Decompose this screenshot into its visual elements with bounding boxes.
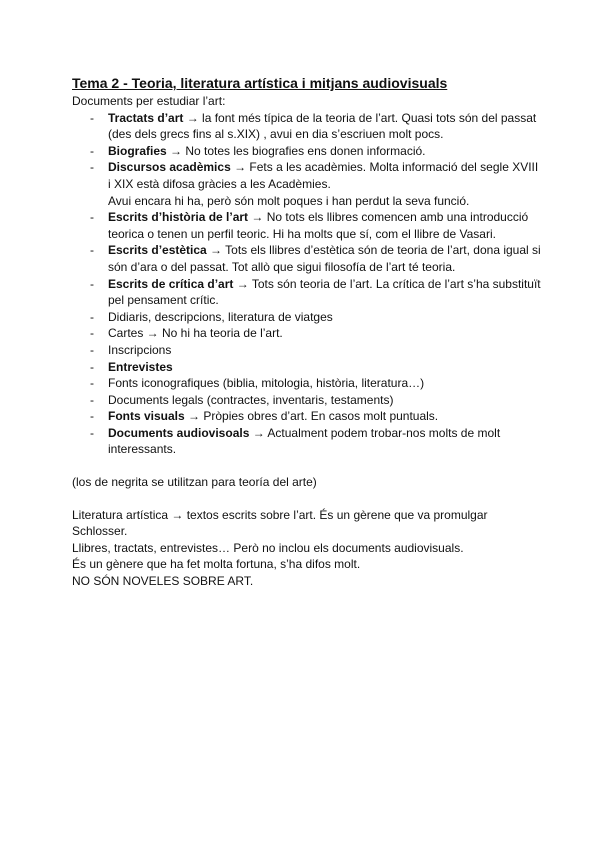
list-item xyxy=(72,159,542,209)
item-bold: Escrits d’estètica xyxy=(108,243,207,258)
dash-bullet: - xyxy=(90,143,94,158)
item-text: → No totes les biografies ens donen informació. xyxy=(166,143,426,158)
dash-bullet: - xyxy=(90,110,94,125)
spacer xyxy=(72,491,542,507)
paragraph: És un gènere que ha fet molta fortuna, s’ha difos molt. xyxy=(72,557,361,572)
list-item xyxy=(72,309,542,326)
item-text: → Tots són teoria de l’art. La crítica de l’art s’ha substituït pel pensament crític. xyxy=(108,276,541,308)
dash-bullet: - xyxy=(90,210,94,225)
list-item xyxy=(72,425,542,458)
spacer xyxy=(72,458,542,474)
intro-text: Documents per estudiar l’art: xyxy=(72,94,226,108)
list-item xyxy=(72,242,542,275)
item-bold: Biografies xyxy=(108,143,167,158)
item-bold: Escrits d’història de l’art xyxy=(108,210,249,225)
list-item xyxy=(72,359,542,376)
page-title: Tema 2 - Teoria, literatura artística i mitjans audiovisuals xyxy=(72,75,448,91)
list-item xyxy=(72,342,542,359)
documents-list xyxy=(72,110,542,458)
dash-bullet: - xyxy=(90,276,94,291)
item-text: Documents legals (contractes, inventaris, testaments) xyxy=(108,392,394,407)
item-bold: Documents audiovisoals xyxy=(108,425,250,440)
dash-bullet: - xyxy=(90,359,94,374)
item-bold: Discursos acadèmics xyxy=(108,160,231,175)
list-item xyxy=(72,408,542,425)
item-text: Cartes → No hi ha teoria de l’art. xyxy=(108,326,283,341)
item-text: Inscripcions xyxy=(108,342,172,357)
item-text: → Fets a les acadèmies. Molta informació del segle XVIII i XIX està difosa gràcies a les Acadèmies. xyxy=(108,160,539,191)
item-text: → la font més típica de la teoria de l’art. Quasi tots són del passat (des dels grecs fins al s.XIX) , avui en dia s’escriuen molt pocs. xyxy=(108,110,537,142)
item-bold: Fonts visuals xyxy=(108,409,185,424)
item-text: → Actualment podem trobar-nos molts de molt interessants. xyxy=(108,425,501,457)
dash-bullet: - xyxy=(90,326,94,341)
item-text: → Tots els llibres d’estètica són de teoria de l’art, dona igual si són d’ara o del passat. Tot allò que sigui filosofía de l’art té teoria. xyxy=(108,243,541,274)
item-text: → No tots els llibres comencen amb una introducció teorica o tenen un perfil teoric. Hi ha molts que sí, com el llibre de Vasari. xyxy=(108,210,529,241)
list-item xyxy=(72,325,542,342)
item-text: → Pròpies obres d’art. En casos molt puntuals. xyxy=(184,409,439,424)
dash-bullet: - xyxy=(90,342,94,357)
list-item xyxy=(72,392,542,409)
item-text: Didiaris, descripcions, literatura de viatges xyxy=(108,309,333,324)
item-text-continued: Avui encara hi ha, però són molt poques i han perdut la seva funció. xyxy=(108,193,470,208)
list-item xyxy=(72,209,542,242)
dash-bullet: - xyxy=(90,309,94,324)
paragraph: Literatura artística → textos escrits sobre l’art. És un gèrene que va promulgar Schlosser. xyxy=(72,507,488,539)
list-item xyxy=(72,276,542,309)
dash-bullet: - xyxy=(90,160,94,175)
item-bold: Entrevistes xyxy=(108,359,173,374)
item-bold: Tractats d’art xyxy=(108,110,184,125)
dash-bullet: - xyxy=(90,425,94,440)
bold-note: (los de negrita se utilitzan para teoría del arte) xyxy=(72,475,317,490)
dash-bullet: - xyxy=(90,409,94,424)
paragraph: NO SÓN NOVELES SOBRE ART. xyxy=(72,574,254,589)
dash-bullet: - xyxy=(90,376,94,391)
list-item xyxy=(72,375,542,392)
list-item xyxy=(72,110,542,143)
paragraph: Llibres, tractats, entrevistes… Però no inclou els documents audiovisuals. xyxy=(72,540,464,555)
list-item xyxy=(72,143,542,160)
dash-bullet: - xyxy=(90,243,94,258)
dash-bullet: - xyxy=(90,392,94,407)
document-content xyxy=(72,74,542,590)
item-text: Fonts iconografiques (biblia, mitologia, història, literatura…) xyxy=(108,376,425,391)
item-bold: Escrits de crítica d’art xyxy=(108,276,234,291)
